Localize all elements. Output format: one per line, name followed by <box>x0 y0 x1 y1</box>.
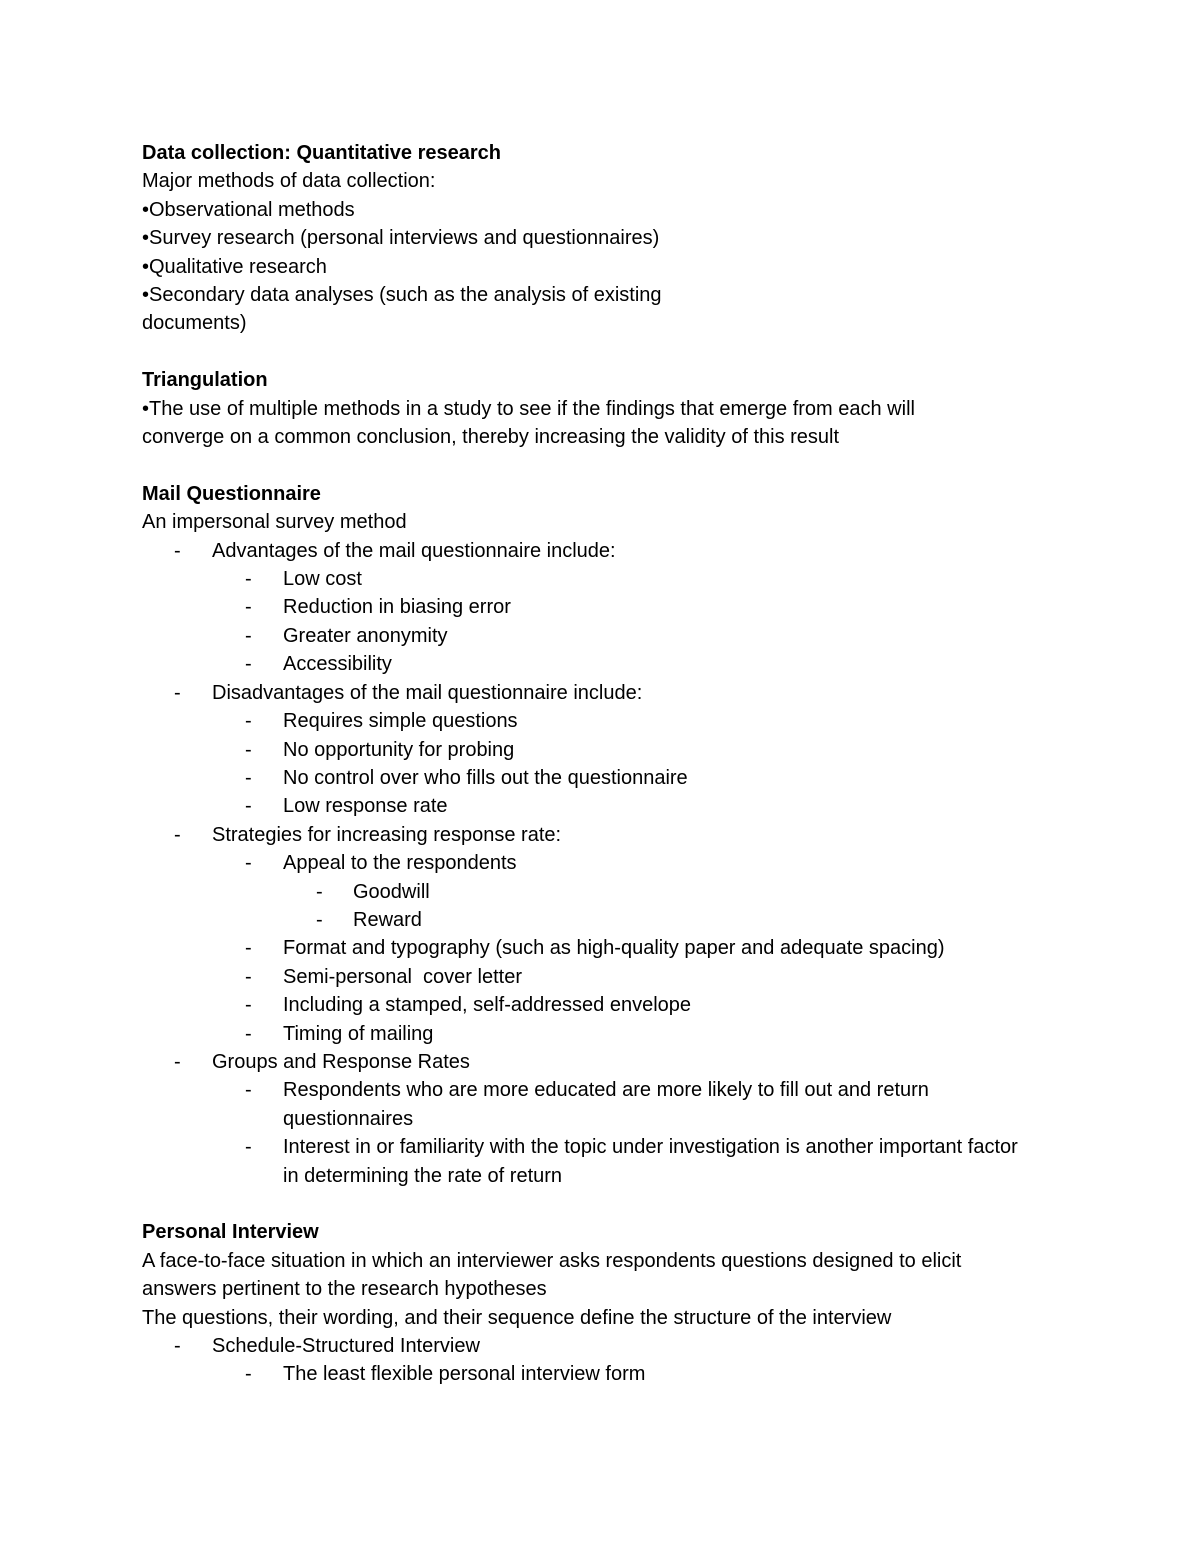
dash-marker: - <box>316 908 323 931</box>
paragraph: Major methods of data collection: <box>142 170 436 193</box>
dash-marker: - <box>245 937 252 960</box>
bullet-item-continuation: documents) <box>142 312 247 335</box>
spacer <box>142 451 1042 479</box>
dash-marker: - <box>245 624 252 647</box>
list-item-text: Including a stamped, self-addressed envelope <box>283 994 692 1017</box>
list-item-text: Timing of mailing <box>283 1022 434 1045</box>
dash-marker: - <box>245 1022 252 1045</box>
dash-marker: - <box>245 795 252 818</box>
list-item-text: Format and typography (such as high-quality paper and adequate spacing) <box>283 937 945 960</box>
list-item <box>142 849 1042 877</box>
list-item <box>142 1360 1042 1388</box>
bullet-item: •Secondary data analyses (such as the analysis of existing <box>142 284 662 307</box>
list-item <box>142 537 1042 565</box>
list-item-text: Appeal to the respondents <box>283 852 517 875</box>
paragraph: A face-to-face situation in which an interviewer asks respondents questions designed to elicit answers pertinent to the research hypotheses <box>142 1249 962 1301</box>
list-item-text: Accessibility <box>283 653 392 676</box>
dash-marker: - <box>174 539 181 562</box>
list-item-text: Groups and Response Rates <box>212 1050 470 1073</box>
dash-marker: - <box>245 738 252 761</box>
bullet-item: •Survey research (personal interviews and questionnaires) <box>142 227 660 250</box>
paragraph: converge on a common conclusion, thereby increasing the validity of this result <box>142 426 840 449</box>
list-item <box>142 1076 1023 1133</box>
section-title-personal-interview: Personal Interview <box>142 1221 319 1244</box>
list-item-text: Respondents who are more educated are more likely to fill out and return questionnaires <box>283 1079 929 1130</box>
paragraph: An impersonal survey method <box>142 511 407 534</box>
list-item <box>142 906 1042 934</box>
paragraph: •The use of multiple methods in a study to see if the findings that emerge from each will <box>142 397 915 420</box>
list-item-text: Interest in or familiarity with the topic under investigation is another important factor in determining the rate of return <box>283 1136 1018 1187</box>
list-item <box>142 650 1042 678</box>
dash-marker: - <box>245 568 252 591</box>
list-item <box>142 565 1042 593</box>
list-item-text: Disadvantages of the mail questionnaire include: <box>212 681 643 704</box>
dash-marker: - <box>174 1050 181 1073</box>
list-item <box>142 1133 1023 1190</box>
list-item-text: Greater anonymity <box>283 624 448 647</box>
list-item <box>142 878 1042 906</box>
list-item-text: Low cost <box>283 568 362 591</box>
dash-marker: - <box>174 1335 181 1358</box>
dash-marker: - <box>245 766 252 789</box>
list-item <box>142 821 1042 849</box>
paragraph: The questions, their wording, and their sequence define the structure of the interview <box>142 1306 892 1329</box>
list-item <box>142 963 1042 991</box>
list-item <box>142 593 1042 621</box>
list-item <box>142 622 1042 650</box>
section-title-triangulation: Triangulation <box>142 369 268 392</box>
dash-marker: - <box>245 994 252 1017</box>
dash-marker: - <box>316 880 323 903</box>
spacer <box>142 338 1042 366</box>
list-item <box>142 764 1042 792</box>
list-item <box>142 1332 1042 1360</box>
list-item-text: Low response rate <box>283 795 448 818</box>
dash-marker: - <box>245 1136 252 1159</box>
list-item-text: The least flexible personal interview form <box>283 1363 646 1386</box>
list-item-text: Reward <box>353 908 422 931</box>
bullet-item: •Observational methods <box>142 198 355 221</box>
list-item-text: Semi-personal cover letter <box>283 965 522 988</box>
dash-marker: - <box>245 1363 252 1386</box>
list-item <box>142 679 1042 707</box>
list-item-text: Advantages of the mail questionnaire include: <box>212 539 616 562</box>
spacer <box>142 1190 1042 1218</box>
bullet-item: •Qualitative research <box>142 255 327 278</box>
dash-marker: - <box>245 596 252 619</box>
section-title-mail-questionnaire: Mail Questionnaire <box>142 482 321 505</box>
list-item <box>142 736 1042 764</box>
list-item-text: Requires simple questions <box>283 710 518 733</box>
list-item-text: No opportunity for probing <box>283 738 515 761</box>
dash-marker: - <box>245 710 252 733</box>
list-item <box>142 707 1042 735</box>
dash-marker: - <box>245 653 252 676</box>
list-item <box>142 792 1042 820</box>
dash-marker: - <box>245 852 252 875</box>
list-item-text: Reduction in biasing error <box>283 596 511 619</box>
section-title-data-collection: Data collection: Quantitative research <box>142 142 502 164</box>
dash-marker: - <box>245 1079 252 1102</box>
document-body <box>142 139 1042 1389</box>
list-item-text: Goodwill <box>353 880 430 903</box>
dash-marker: - <box>245 965 252 988</box>
list-item-text: Strategies for increasing response rate: <box>212 823 562 846</box>
dash-marker: - <box>174 681 181 704</box>
list-item <box>142 1048 1042 1076</box>
list-item <box>142 934 1042 962</box>
list-item-text: No control over who fills out the questionnaire <box>283 766 688 789</box>
list-item-text: Schedule-Structured Interview <box>212 1335 480 1358</box>
list-item <box>142 1020 1042 1048</box>
dash-marker: - <box>174 823 181 846</box>
list-item <box>142 991 1042 1019</box>
